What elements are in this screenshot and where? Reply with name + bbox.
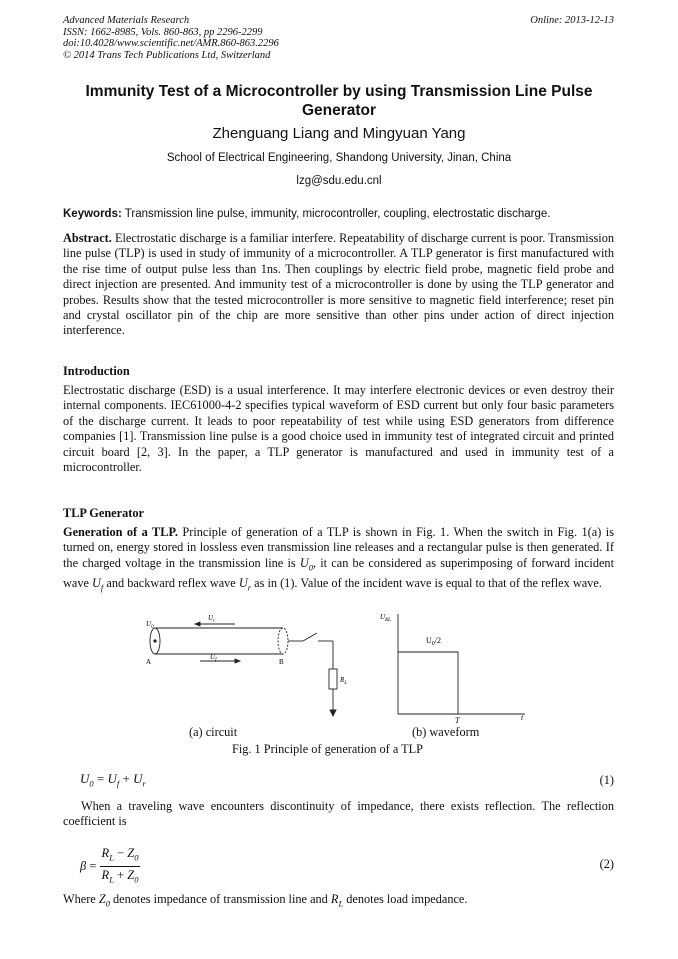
keywords-label: Keywords:	[63, 208, 122, 220]
label-uf: $U_f$	[210, 653, 217, 663]
email: lzg@sdu.edu.cnl	[296, 175, 382, 187]
equation-2: β = $\frac{R_L - Z_0}{R_L + Z_0}$	[80, 846, 139, 884]
copyright-line: © 2014 Trans Tech Publications Ltd, Switzerland	[63, 49, 271, 61]
axis-label-t: t	[521, 713, 524, 722]
tlp-text-3: and backward reflex wave	[106, 575, 236, 590]
fraction	[100, 846, 141, 886]
tlp-text-2: , it can be considered as superimposing of forward incident wave	[63, 555, 614, 590]
where-text: Where $Z_0$ denotes impedance of transmission line and $R_L$ denotes load impedance.	[63, 892, 468, 909]
journal-header	[63, 15, 483, 61]
label-u0: $U_0$	[146, 620, 154, 630]
center-dot	[154, 640, 156, 642]
equation-2-number: (2)	[599, 857, 614, 871]
introduction-text: Electrostatic discharge (ESD) is a usual interference. It may interfere electronic devices or even destroy their internal components. IEC61000-4-2 specifies typical waveform of ESD current but only four basic parameters of the discharge current. It leads to poor repeatability of test while using ESD generators from difference companies [1]. Transmission line pulse is a good choice used in immunity test of integrated circuit and printed circuit board [2, 3]. In the paper, a TLP generator is manufactured and used in immunity test of a microcontroller.	[63, 383, 614, 475]
tlp-heading: TLP Generator	[63, 506, 144, 520]
subcaption-b: (b) waveform	[412, 725, 480, 739]
figure-caption: Fig. 1 Principle of generation of a TLP	[232, 742, 424, 756]
paper-title: Immunity Test of a Microcontroller by using Transmission Line Pulse Generator	[85, 83, 593, 119]
keywords-text: Transmission line pulse, immunity, microcontroller, coupling, electrostatic discharge.	[124, 208, 551, 220]
ground-arrow	[330, 710, 336, 716]
label-b: B	[279, 658, 284, 666]
pulse-level-label: $U_0/2$	[426, 636, 442, 647]
arrow-uf-head	[235, 659, 240, 663]
axis-label-url: $U_{RL}$	[380, 613, 391, 623]
affiliation: School of Electrical Engineering, Shandong University, Jinan, China	[166, 152, 512, 164]
equation-1-number: (1)	[599, 773, 614, 787]
label-a: A	[146, 658, 152, 666]
denominator: $R_L + Z_0$	[101, 867, 139, 884]
label-rl: $R_L$	[340, 676, 348, 686]
symbol-uf: $U_f$	[92, 575, 104, 593]
tick-t-label: T	[455, 716, 460, 725]
journal-name: Advanced Materials Research	[63, 15, 190, 26]
equation-1: $U_0 = U_f + U_r$	[80, 771, 146, 789]
online-date: Online: 2013-12-13	[530, 15, 614, 26]
doi-line: doi:10.4028/www.scientific.net/AMR.860-863.2296	[63, 38, 279, 50]
tlp-text-1: Principle of generation of a TLP is shown in Fig. 1. When the switch in Fig. 1(a) is turned on, energy stored in lossless even transmission line releases and a rectangular pulse is then generated. If the charged voltage in the transmission line is	[63, 525, 614, 570]
abstract-label: Abstract.	[63, 231, 112, 245]
tlp-subheading: Generation of a TLP.	[63, 525, 178, 539]
subcaption-a: (a) circuit	[189, 725, 238, 739]
tlp-text-4: as in (1). Value of the incident wave is equal to that of the reflex wave.	[254, 575, 602, 590]
issn-line: ISSN: 1662-8985, Vols. 860-863, pp 2296-2299	[63, 26, 263, 38]
arrow-ur-head	[195, 622, 200, 626]
figure-1	[140, 606, 550, 736]
abstract	[63, 231, 614, 339]
introduction-heading: Introduction	[63, 364, 130, 378]
symbol-ur: $U_r$	[238, 575, 252, 593]
label-ur: $U_r$	[208, 614, 216, 624]
load-resistor	[329, 669, 337, 689]
reflection-text: When a traveling wave encounters discontinuity of impedance, there exists reflection. The reflection coefficient is	[63, 799, 614, 829]
abstract-text: Electrostatic discharge is a familiar interfere. Repeatability of discharge current is poor. Transmission line pulse (TLP) is used in study of immunity of a microcontroller. A TLP generator is first manufactured with the rise time of output pulse less than 1ns. Then couplings by electric field probe, magnetic field probe and direct injection are presented. And immunity test of a microcontroller is done by using the TLP generator and probes. Results show that the tested microcontroller is more sensitive to magnetic field interference; reset pin and crystal oscillator pin of the chip are more sensitive than other pins under action of direct injection interference.	[63, 231, 614, 338]
waveform-plot	[398, 614, 525, 714]
authors: Zhenguang Liang and Mingyuan Yang	[212, 125, 466, 142]
pulse-shape	[398, 652, 458, 714]
keywords	[63, 207, 615, 221]
line-end-b	[278, 628, 288, 654]
switch-blade	[303, 633, 317, 641]
symbol-u0: $U_0$	[299, 555, 313, 573]
tlp-paragraph	[63, 525, 614, 596]
numerator: $R_L - Z_0$	[100, 846, 141, 867]
circuit-diagram	[150, 622, 337, 716]
